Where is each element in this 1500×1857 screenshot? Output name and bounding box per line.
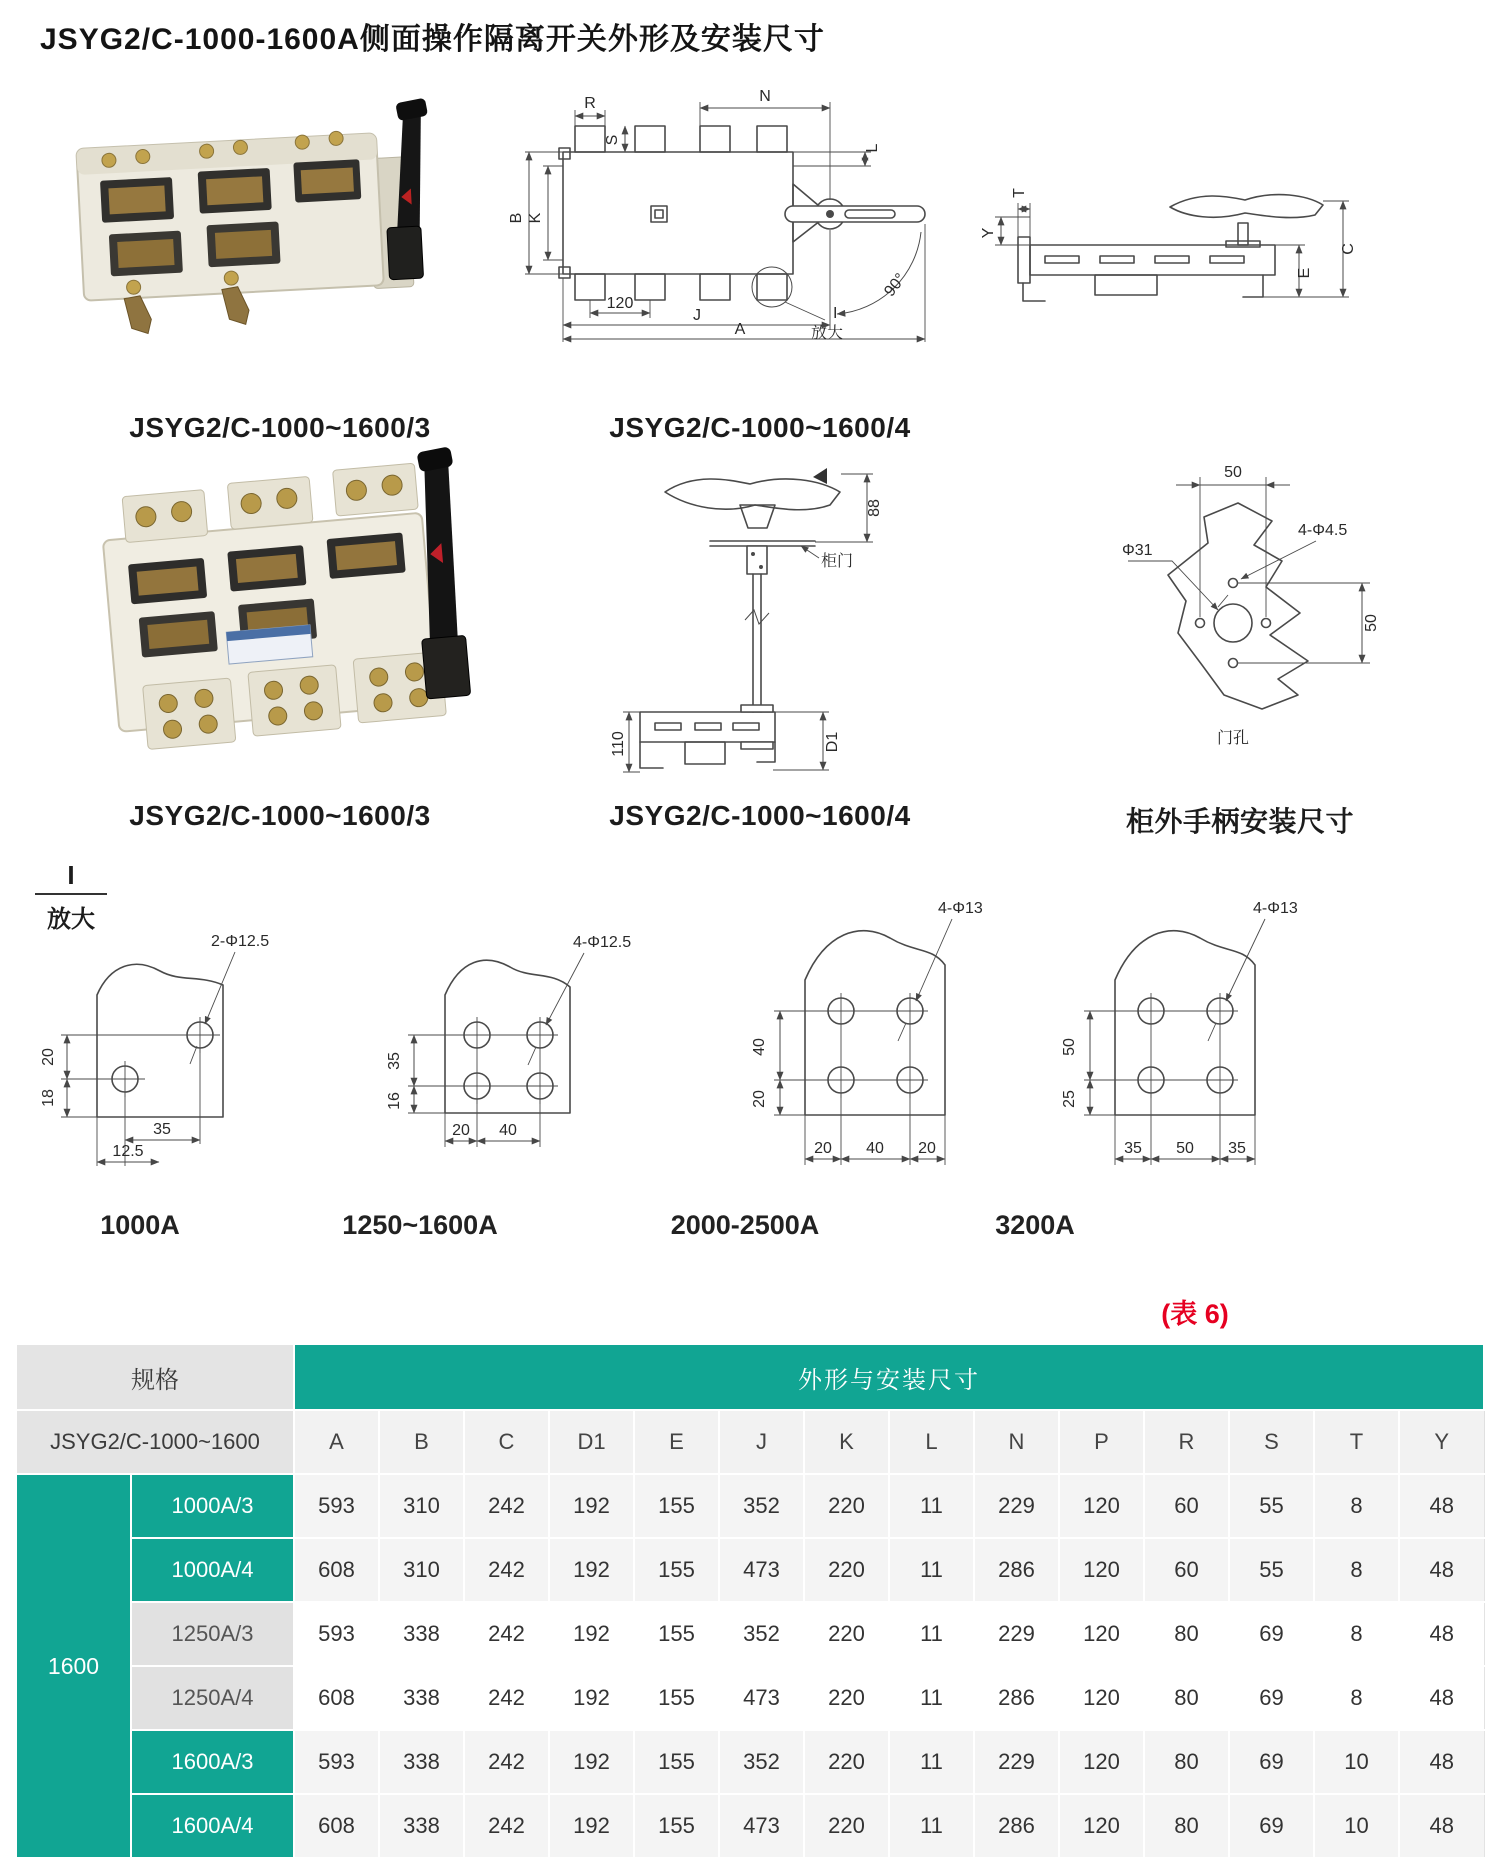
body-outline (1018, 195, 1323, 301)
dim-label-holes: 4-Φ4.5 (1298, 522, 1348, 539)
value-cell-B: 338 (379, 1602, 464, 1666)
value-cell-C: 242 (464, 1666, 549, 1730)
value-cell-D1: 192 (549, 1794, 634, 1857)
value-cell-A: 608 (294, 1794, 379, 1857)
detail-ref-mark: I (35, 860, 107, 895)
dim-label-C: C (1340, 243, 1357, 255)
value-cell-T: 8 (1314, 1602, 1399, 1666)
value-cell-S: 69 (1229, 1666, 1314, 1730)
dim-label-Y: Y (980, 227, 997, 239)
drawing-shaft-view (610, 450, 895, 790)
dim-label-D1: D1 (824, 731, 841, 753)
col-header-T: T (1314, 1410, 1399, 1474)
value-cell-Y: 48 (1399, 1730, 1484, 1794)
header-spec: 规格 (16, 1344, 294, 1410)
dim-label: 20 (751, 1090, 768, 1108)
dim-label: 50 (1061, 1038, 1078, 1056)
bottom-terminal (124, 295, 152, 334)
value-cell-A: 593 (294, 1602, 379, 1666)
value-cell-T: 10 (1314, 1794, 1399, 1857)
detail-ref-note: 放大 (47, 906, 95, 933)
dim-label: 35 (386, 1052, 403, 1070)
detail-circle (752, 267, 792, 307)
value-cell-P: 120 (1059, 1666, 1144, 1730)
dim-label-T: T (1011, 188, 1028, 198)
value-cell-P: 120 (1059, 1730, 1144, 1794)
col-header-N: N (974, 1410, 1059, 1474)
spec-table (15, 1343, 1485, 1857)
plate-outline (97, 964, 223, 1117)
drawing-top-view (485, 90, 945, 345)
dim-label-E: E (1296, 267, 1313, 279)
value-cell-R: 60 (1144, 1538, 1229, 1602)
dim-label-J: J (693, 307, 701, 324)
dim-label: 35 (1228, 1140, 1246, 1157)
value-cell-Y: 48 (1399, 1794, 1484, 1857)
value-cell-C: 242 (464, 1794, 549, 1857)
dim-label-R: R (584, 95, 596, 112)
col-header-P: P (1059, 1410, 1144, 1474)
value-cell-J: 473 (719, 1794, 804, 1857)
leader-label: 4-Φ13 (1253, 900, 1298, 917)
dim-label: 25 (1061, 1090, 1078, 1108)
door-label: 柜门 (821, 553, 854, 570)
dim-label: 35 (153, 1121, 171, 1138)
dim-label: 50 (1176, 1140, 1194, 1157)
row-label-1600A/3: 1600A/3 (131, 1730, 294, 1794)
value-cell-Y: 48 (1399, 1538, 1484, 1602)
dim-label: 20 (814, 1140, 832, 1157)
drawing-detail-3200A (955, 875, 1325, 1195)
value-cell-Y: 48 (1399, 1666, 1484, 1730)
product-photo-1 (50, 85, 450, 340)
value-cell-A: 593 (294, 1730, 379, 1794)
value-cell-N: 286 (974, 1538, 1059, 1602)
row-label-1250A/3: 1250A/3 (131, 1602, 294, 1666)
col-header-D1: D1 (549, 1410, 634, 1474)
value-cell-E: 155 (634, 1794, 719, 1857)
plate-outline (805, 931, 945, 1115)
value-cell-J: 352 (719, 1602, 804, 1666)
value-cell-L: 11 (889, 1602, 974, 1666)
table-row (16, 1474, 1484, 1538)
value-cell-D1: 192 (549, 1666, 634, 1730)
value-cell-K: 220 (804, 1538, 889, 1602)
value-cell-P: 120 (1059, 1794, 1144, 1857)
value-cell-B: 310 (379, 1474, 464, 1538)
value-cell-C: 242 (464, 1538, 549, 1602)
dim-label: 40 (499, 1122, 517, 1139)
dim-label-L: L (864, 143, 881, 153)
value-cell-S: 69 (1229, 1602, 1314, 1666)
door-hole-caption: 门孔 (1216, 730, 1250, 747)
leader-label: 2-Φ12.5 (211, 933, 270, 950)
value-cell-B: 338 (379, 1730, 464, 1794)
detail-note: 放大 (811, 325, 844, 342)
value-cell-K: 220 (804, 1666, 889, 1730)
group-cell: 1600 (16, 1474, 131, 1857)
dim-label-right50: 50 (1363, 614, 1380, 632)
value-cell-S: 55 (1229, 1538, 1314, 1602)
value-cell-J: 473 (719, 1666, 804, 1730)
dim-label: 40 (866, 1140, 884, 1157)
handle-bar (785, 206, 925, 222)
value-cell-A: 593 (294, 1474, 379, 1538)
leader-label: 4-Φ12.5 (573, 934, 632, 951)
value-cell-C: 242 (464, 1474, 549, 1538)
table-row (16, 1730, 1484, 1794)
value-cell-B: 338 (379, 1666, 464, 1730)
dim-label-phi31: Φ31 (1122, 542, 1153, 559)
value-cell-R: 80 (1144, 1730, 1229, 1794)
value-cell-Y: 48 (1399, 1602, 1484, 1666)
row-label-1250A/4: 1250A/4 (131, 1666, 294, 1730)
value-cell-K: 220 (804, 1730, 889, 1794)
table-row (16, 1794, 1484, 1857)
value-cell-K: 220 (804, 1474, 889, 1538)
dim-label-88: 88 (866, 499, 883, 517)
dim-label-angle: 90° (881, 270, 910, 300)
table-header-row-1 (16, 1344, 1484, 1410)
value-cell-B: 310 (379, 1538, 464, 1602)
value-cell-N: 229 (974, 1474, 1059, 1538)
value-cell-B: 338 (379, 1794, 464, 1857)
product-photo-2 (75, 455, 495, 775)
col-header-L: L (889, 1410, 974, 1474)
col-header-J: J (719, 1410, 804, 1474)
body-outline (640, 468, 840, 768)
dim-label-S: S (604, 134, 621, 146)
value-cell-N: 286 (974, 1794, 1059, 1857)
value-cell-N: 229 (974, 1602, 1059, 1666)
value-cell-L: 11 (889, 1794, 974, 1857)
value-cell-R: 80 (1144, 1666, 1229, 1730)
value-cell-S: 55 (1229, 1474, 1314, 1538)
row-label-1600A/4: 1600A/4 (131, 1794, 294, 1857)
dimensions (1061, 900, 1298, 1165)
dim-label-120: 120 (606, 295, 634, 312)
value-cell-Y: 48 (1399, 1474, 1484, 1538)
value-cell-E: 155 (634, 1602, 719, 1666)
value-cell-R: 80 (1144, 1794, 1229, 1857)
value-cell-S: 69 (1229, 1730, 1314, 1794)
dim-label: 12.5 (112, 1143, 144, 1160)
drawing-door-hole (1120, 455, 1430, 755)
value-cell-D1: 192 (549, 1602, 634, 1666)
page-title: JSYG2/C-1000-1600A侧面操作隔离开关外形及安装尺寸 (40, 23, 825, 56)
drawing-detail-1000A (25, 920, 305, 1195)
caption-detail-1250-1600A: 1250~1600A (342, 1210, 498, 1240)
row-label-1000A/3: 1000A/3 (131, 1474, 294, 1538)
dim-label: 40 (751, 1038, 768, 1056)
value-cell-E: 155 (634, 1666, 719, 1730)
plate-outline (1115, 931, 1255, 1115)
col-header-Y: Y (1399, 1410, 1484, 1474)
value-cell-D1: 192 (549, 1474, 634, 1538)
dim-label-B: B (508, 212, 525, 224)
dim-label: 18 (40, 1089, 57, 1107)
dim-label-A: A (734, 321, 746, 338)
value-cell-T: 8 (1314, 1538, 1399, 1602)
value-cell-T: 10 (1314, 1730, 1399, 1794)
caption-row2-right: 柜外手柄安装尺寸 (1125, 806, 1354, 837)
value-cell-J: 473 (719, 1538, 804, 1602)
value-cell-J: 352 (719, 1730, 804, 1794)
value-cell-K: 220 (804, 1602, 889, 1666)
value-cell-P: 120 (1059, 1538, 1144, 1602)
dim-label: 35 (1124, 1140, 1142, 1157)
model-label: JSYG2/C-1000~1600 (16, 1410, 294, 1474)
col-header-C: C (464, 1410, 549, 1474)
dim-label-top50: 50 (1224, 464, 1242, 481)
col-header-E: E (634, 1410, 719, 1474)
dim-label: 20 (452, 1122, 470, 1139)
value-cell-K: 220 (804, 1794, 889, 1857)
value-cell-E: 155 (634, 1538, 719, 1602)
dim-label: 16 (386, 1092, 403, 1110)
value-cell-D1: 192 (549, 1538, 634, 1602)
table-row (16, 1538, 1484, 1602)
col-header-A: A (294, 1410, 379, 1474)
value-cell-L: 11 (889, 1730, 974, 1794)
value-cell-C: 242 (464, 1730, 549, 1794)
caption-row2-mid: JSYG2/C-1000~1600/4 (609, 800, 911, 831)
table-header-row-2 (16, 1410, 1484, 1474)
col-header-S: S (1229, 1410, 1314, 1474)
caption-row1-mid: JSYG2/C-1000~1600/4 (609, 412, 911, 443)
value-cell-P: 120 (1059, 1602, 1144, 1666)
value-cell-J: 352 (719, 1474, 804, 1538)
value-cell-D1: 192 (549, 1730, 634, 1794)
detail-mark: I (833, 305, 838, 322)
value-cell-N: 229 (974, 1730, 1059, 1794)
col-header-R: R (1144, 1410, 1229, 1474)
value-cell-L: 11 (889, 1666, 974, 1730)
dim-label: 20 (918, 1140, 936, 1157)
table-tag: (表 6) (1161, 1299, 1229, 1329)
body-outline (1168, 503, 1308, 709)
header-dims: 外形与安装尺寸 (294, 1344, 1484, 1410)
value-cell-L: 11 (889, 1538, 974, 1602)
dim-label-110: 110 (610, 731, 627, 757)
dim-label-K: K (527, 212, 544, 224)
dimensions (751, 900, 983, 1165)
value-cell-R: 60 (1144, 1474, 1229, 1538)
value-cell-A: 608 (294, 1538, 379, 1602)
drawing-side-view (945, 145, 1360, 330)
value-cell-R: 80 (1144, 1602, 1229, 1666)
value-cell-E: 155 (634, 1474, 719, 1538)
value-cell-T: 8 (1314, 1474, 1399, 1538)
caption-detail-2000-2500A: 2000-2500A (670, 1210, 820, 1240)
value-cell-E: 155 (634, 1730, 719, 1794)
value-cell-C: 242 (464, 1602, 549, 1666)
value-cell-A: 608 (294, 1666, 379, 1730)
value-cell-T: 8 (1314, 1666, 1399, 1730)
col-header-B: B (379, 1410, 464, 1474)
leader-label: 4-Φ13 (938, 900, 983, 917)
drawing-detail-1250-1600A (330, 895, 660, 1195)
table-row (16, 1666, 1484, 1730)
shaft-hole (1214, 604, 1252, 642)
caption-row1-left: JSYG2/C-1000~1600/3 (129, 412, 431, 443)
dim-label: 20 (40, 1048, 57, 1066)
col-header-K: K (804, 1410, 889, 1474)
caption-detail-3200A: 3200A (995, 1210, 1075, 1240)
handle-profile (1170, 195, 1323, 218)
value-cell-P: 120 (1059, 1474, 1144, 1538)
table-row (16, 1602, 1484, 1666)
value-cell-S: 69 (1229, 1794, 1314, 1857)
caption-row2-left: JSYG2/C-1000~1600/3 (129, 800, 431, 831)
value-cell-L: 11 (889, 1474, 974, 1538)
dim-label-N: N (759, 88, 771, 105)
dimensions (610, 474, 883, 772)
caption-detail-1000A: 1000A (100, 1210, 180, 1240)
value-cell-N: 286 (974, 1666, 1059, 1730)
row-label-1000A/4: 1000A/4 (131, 1538, 294, 1602)
